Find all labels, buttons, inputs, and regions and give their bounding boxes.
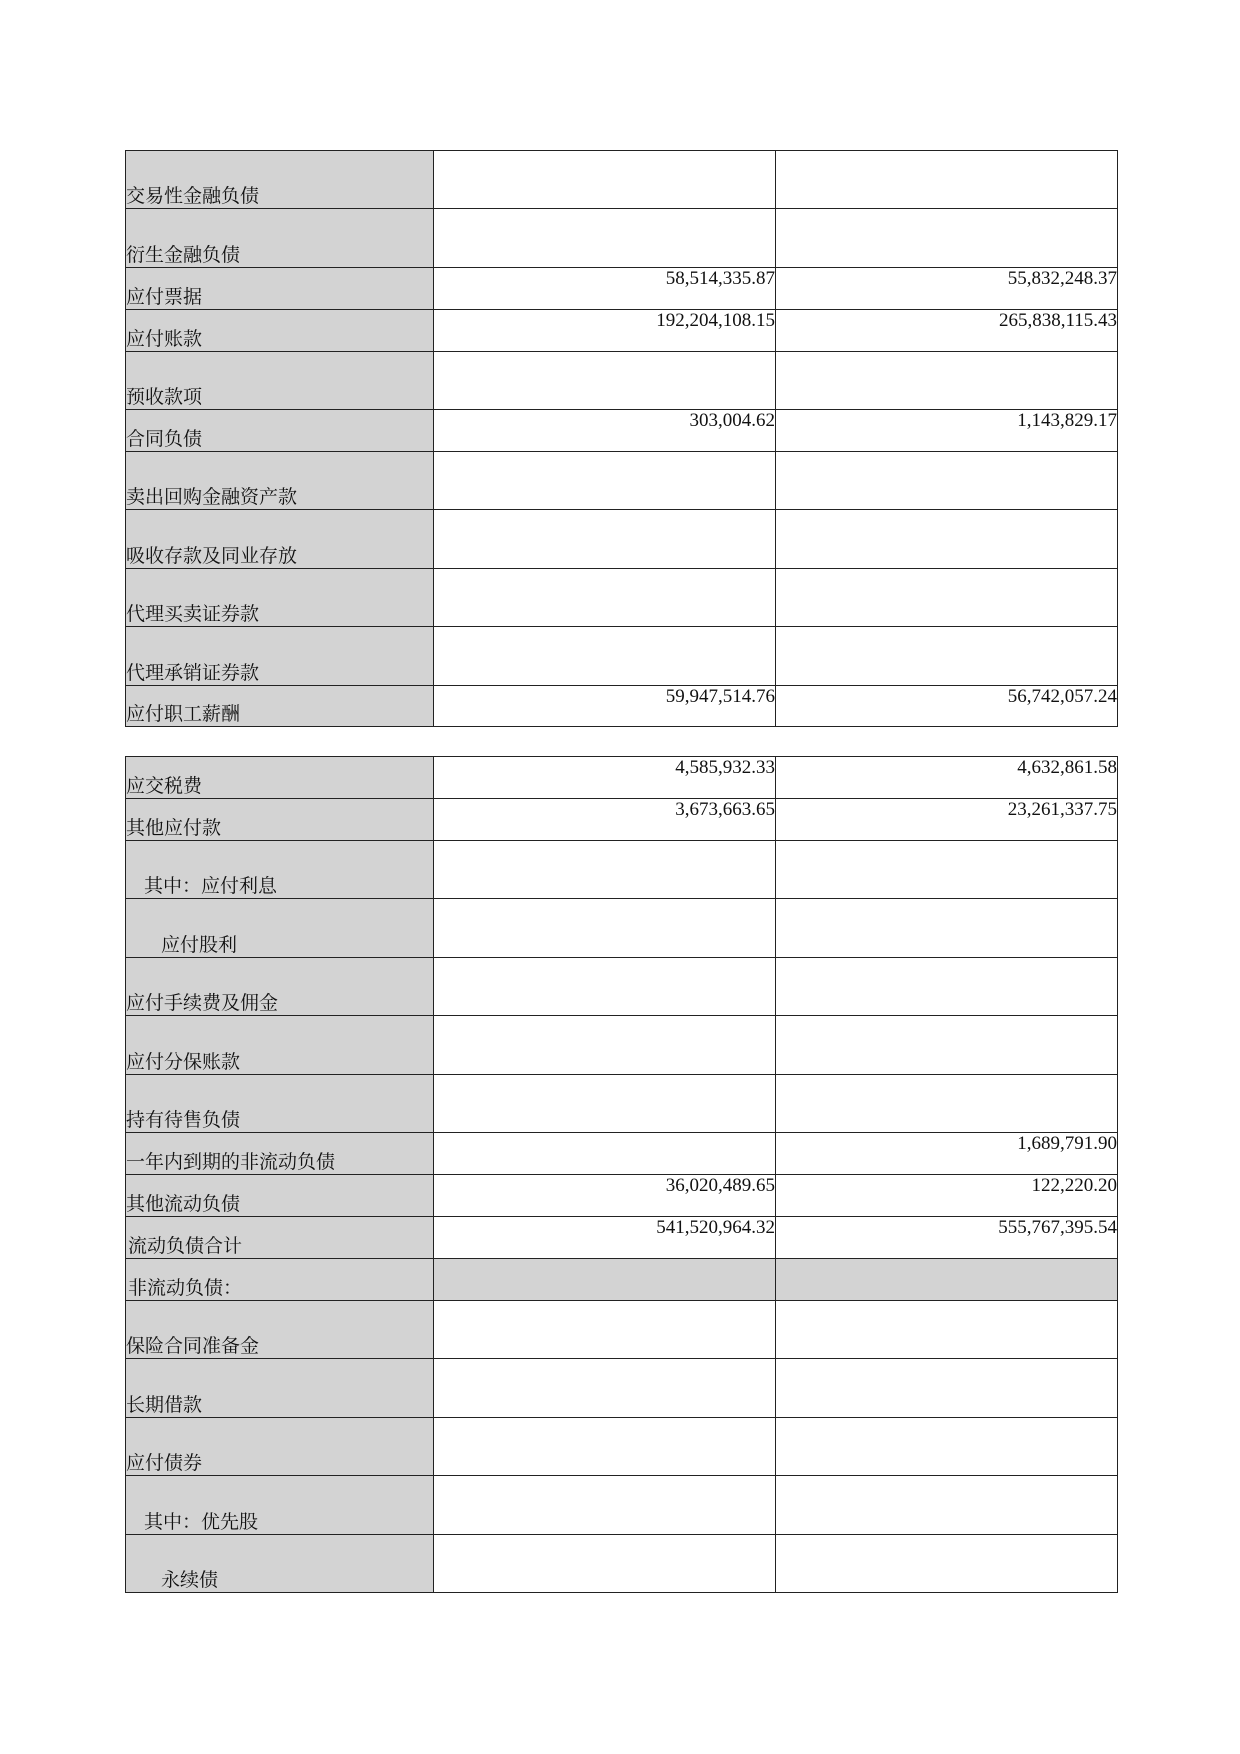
row-label: 代理买卖证券款 bbox=[126, 569, 434, 627]
previous-value: 55,832,248.37 bbox=[776, 268, 1118, 310]
previous-value bbox=[776, 1016, 1118, 1075]
table-row bbox=[126, 686, 1118, 727]
table-row bbox=[126, 1259, 1118, 1301]
row-label: 其中：应付利息 bbox=[126, 841, 434, 899]
liabilities-table-top bbox=[125, 150, 1118, 727]
row-label: 一年内到期的非流动负债 bbox=[126, 1133, 434, 1175]
previous-value bbox=[776, 352, 1118, 410]
row-label: 其中：优先股 bbox=[126, 1476, 434, 1535]
row-label: 其他应付款 bbox=[126, 799, 434, 841]
previous-value bbox=[776, 1301, 1118, 1359]
table-row bbox=[126, 1359, 1118, 1418]
previous-value bbox=[776, 627, 1118, 686]
table-row bbox=[126, 310, 1118, 352]
current-value bbox=[434, 569, 776, 627]
current-value bbox=[434, 1133, 776, 1175]
row-label: 应付账款 bbox=[126, 310, 434, 352]
table-row bbox=[126, 757, 1118, 799]
current-value bbox=[434, 151, 776, 209]
current-value bbox=[434, 1301, 776, 1359]
row-label: 代理承销证券款 bbox=[126, 627, 434, 686]
previous-value: 265,838,115.43 bbox=[776, 310, 1118, 352]
row-label: 永续债 bbox=[126, 1535, 434, 1593]
current-value: 58,514,335.87 bbox=[434, 268, 776, 310]
previous-value bbox=[776, 1359, 1118, 1418]
row-label: 长期借款 bbox=[126, 1359, 434, 1418]
table-row bbox=[126, 899, 1118, 958]
table-row bbox=[126, 151, 1118, 209]
table-row bbox=[126, 1175, 1118, 1217]
row-label: 保险合同准备金 bbox=[126, 1301, 434, 1359]
liabilities-table-bottom bbox=[125, 756, 1118, 1593]
table-row bbox=[126, 452, 1118, 510]
row-label: 合同负债 bbox=[126, 410, 434, 452]
previous-value bbox=[776, 1259, 1118, 1301]
table-row bbox=[126, 1535, 1118, 1593]
current-value bbox=[434, 1359, 776, 1418]
row-label: 应付票据 bbox=[126, 268, 434, 310]
table-row bbox=[126, 1016, 1118, 1075]
row-label: 其他流动负债 bbox=[126, 1175, 434, 1217]
current-value: 4,585,932.33 bbox=[434, 757, 776, 799]
table-row bbox=[126, 841, 1118, 899]
row-label: 衍生金融负债 bbox=[126, 209, 434, 268]
row-label: 应付分保账款 bbox=[126, 1016, 434, 1075]
row-label: 吸收存款及同业存放 bbox=[126, 510, 434, 569]
row-label: 应付职工薪酬 bbox=[126, 686, 434, 727]
row-label: 非流动负债： bbox=[126, 1259, 434, 1301]
current-value: 303,004.62 bbox=[434, 410, 776, 452]
row-label: 卖出回购金融资产款 bbox=[126, 452, 434, 510]
current-value bbox=[434, 452, 776, 510]
previous-value: 4,632,861.58 bbox=[776, 757, 1118, 799]
row-label: 交易性金融负债 bbox=[126, 151, 434, 209]
current-value bbox=[434, 510, 776, 569]
previous-value bbox=[776, 958, 1118, 1016]
table-row bbox=[126, 627, 1118, 686]
previous-value bbox=[776, 569, 1118, 627]
current-value bbox=[434, 1075, 776, 1133]
current-value bbox=[434, 1016, 776, 1075]
table-row bbox=[126, 958, 1118, 1016]
table-row bbox=[126, 1301, 1118, 1359]
previous-value bbox=[776, 841, 1118, 899]
previous-value bbox=[776, 1075, 1118, 1133]
current-value: 192,204,108.15 bbox=[434, 310, 776, 352]
previous-value bbox=[776, 452, 1118, 510]
previous-value bbox=[776, 899, 1118, 958]
table-row bbox=[126, 209, 1118, 268]
current-value bbox=[434, 209, 776, 268]
table-row bbox=[126, 1075, 1118, 1133]
current-value bbox=[434, 627, 776, 686]
table-row bbox=[126, 569, 1118, 627]
table-row bbox=[126, 1418, 1118, 1476]
row-label: 预收款项 bbox=[126, 352, 434, 410]
previous-value bbox=[776, 209, 1118, 268]
current-value bbox=[434, 1535, 776, 1593]
current-value: 541,520,964.32 bbox=[434, 1217, 776, 1259]
current-value: 3,673,663.65 bbox=[434, 799, 776, 841]
current-value: 36,020,489.65 bbox=[434, 1175, 776, 1217]
previous-value: 56,742,057.24 bbox=[776, 686, 1118, 727]
table-row bbox=[126, 510, 1118, 569]
current-value bbox=[434, 899, 776, 958]
current-value bbox=[434, 1259, 776, 1301]
previous-value bbox=[776, 1476, 1118, 1535]
current-value bbox=[434, 958, 776, 1016]
table-row bbox=[126, 410, 1118, 452]
row-label: 流动负债合计 bbox=[126, 1217, 434, 1259]
table-row bbox=[126, 352, 1118, 410]
table-row bbox=[126, 799, 1118, 841]
table-row bbox=[126, 1476, 1118, 1535]
previous-value: 1,143,829.17 bbox=[776, 410, 1118, 452]
current-value: 59,947,514.76 bbox=[434, 686, 776, 727]
previous-value: 122,220.20 bbox=[776, 1175, 1118, 1217]
previous-value: 555,767,395.54 bbox=[776, 1217, 1118, 1259]
table-row bbox=[126, 268, 1118, 310]
previous-value: 1,689,791.90 bbox=[776, 1133, 1118, 1175]
previous-value bbox=[776, 510, 1118, 569]
row-label: 应付债券 bbox=[126, 1418, 434, 1476]
current-value bbox=[434, 1418, 776, 1476]
current-value bbox=[434, 841, 776, 899]
row-label: 应付手续费及佣金 bbox=[126, 958, 434, 1016]
previous-value: 23,261,337.75 bbox=[776, 799, 1118, 841]
current-value bbox=[434, 352, 776, 410]
previous-value bbox=[776, 151, 1118, 209]
table-row bbox=[126, 1217, 1118, 1259]
previous-value bbox=[776, 1535, 1118, 1593]
current-value bbox=[434, 1476, 776, 1535]
row-label: 应付股利 bbox=[126, 899, 434, 958]
row-label: 持有待售负债 bbox=[126, 1075, 434, 1133]
row-label: 应交税费 bbox=[126, 757, 434, 799]
table-row bbox=[126, 1133, 1118, 1175]
previous-value bbox=[776, 1418, 1118, 1476]
